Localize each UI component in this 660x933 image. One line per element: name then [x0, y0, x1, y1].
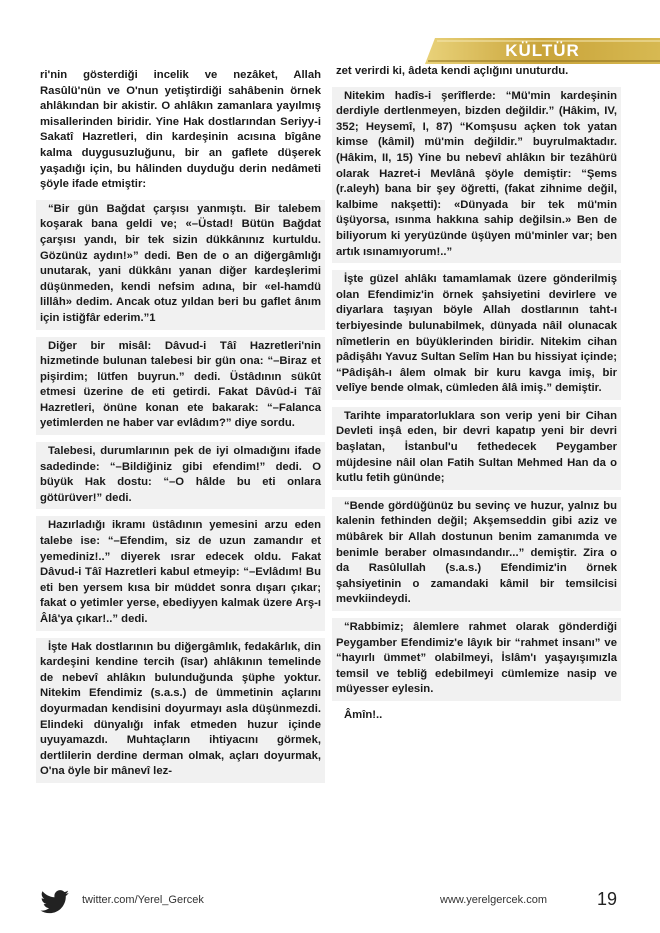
page-number: 19	[597, 889, 618, 909]
paragraph: ri'nin gösterdiği incelik ve nezâket, Allah Rasûlü'nün ve O'nun yetiştirdiği sahâbenin örnek ahlâkından bir akistir. O ahlâkın zamanlara yayılmış misallerinden biridir. Yine Hak dostlarından Seriyy-i Sakatî Hazretleri, din kardeşinin acısına bîgâne kalma duygusuzluğunu, bir an gaflete düşerek yaşadığı için, bu hâlinden duyduğu derin nedâmeti şöyle ifade etmiştir:	[40, 69, 321, 191]
section-tag	[425, 36, 660, 66]
paragraph: Diğer bir misâl: Dâvud-i Tâî Hazretleri'nin hizmetinde bulunan talebesi bir gün ona: “–Biraz et pişirdim; lütfen buyrun.” dedi. Üstâdının sükût etmesi üzerine de eti getirdi. Fakat Dâvûd-i Tâî Hazretleri, önüne konan ete bakarak: “–Falanca yetimlerden ne haber var evlâdım?” diye sordu.	[36, 337, 325, 436]
paragraph: Hazırladığı ikramı üstâdının yemesini arzu eden talebe ise: “–Efendim, siz de uzun zamandır et yemediniz!..” diyerek ısrar edecek oldu. Fakat Dâvud-i Tâî Hazretleri kabul etmeyip: “–Evlâdım! Bu eti ben yersem kısa bir müddet sonra dışarı çıkar; fakat o yetimler yerse, ebediyyen kalmak üzere Arş-ı Âlâ'ya çıkar!..” dedi.	[36, 516, 325, 630]
paragraph: İşte güzel ahlâkı tamamlamak üzere gönderilmiş olan Efendimiz'in örnek şahsiyetini devirlere ve diyarlara taşıyan böyle Allah dostlarının taht-ı terbiyesinde bulunabilmek, dünyada nâil olunacak nîmetlerin en büyüklerinden biridir. Nitekim cihan pâdişâhı Yavuz Sultan Selîm Han bu hissiyat içinde; “Pâdişâh-ı âlem olmak bir kuru kavga imiş, bir velîye bende olmak, cümleden âlâ imiş.” demiştir.	[332, 270, 621, 400]
footer	[0, 880, 660, 920]
paragraph: Talebesi, durumlarının pek de iyi olmadığını ifade sadedinde: “–Bildiğiniz gibi efendim!” dedi. O büyük Hak dostu: “–O hâlde bu eti onlara götürüver!” dedi.	[36, 442, 325, 509]
paragraph: İşte Hak dostlarının bu diğergâmlık, fedakârlık, din kardeşini kendine tercih (îsar) ahlâkının temelinde de nebevî ahlâkın bulunduğunda şüphe yoktur. Nitekim Efendimiz (s.a.s.) de ümmetinin açlarını doyurmadan kendisini doyurmayı asla düşünmezdi. Elindeki dünyalığı infak etmeden huzur içinde uyuyamazdı. Muhtaçların ihtiyacını görmek, dertlilerin derdine derman olmak, açları doyurmak, O'na öyle bir mânevî lez-	[36, 638, 325, 783]
quote-paragraph: “Bir gün Bağdat çarşısı yanmıştı. Bir talebem koşarak bana geldi ve; «–Üstad! Bütün Bağdat çarşısı yandı, bir tek sizin dükkânınız kurtuldu. Gözünüz aydın!»” dedi. Ben de o an diğergâmlığı unutarak, yani dükkânı yanan diğer kardeşlerimi düşünmeden, kendi nefsim adına, bir «el-hamdü lillâh» dedim. Ancak otuz yıldan beri bu gaflet ânım için istiğfâr ederim.”1	[36, 200, 325, 330]
website-link[interactable]: www.yerelgercek.com	[440, 894, 547, 906]
right-column	[336, 64, 617, 731]
section-tag-label: KÜLTÜR	[505, 41, 580, 60]
left-column	[40, 68, 321, 790]
quote-paragraph: “Bende gördüğünüz bu sevinç ve huzur, yalnız bu kalenin fethinden değil; Akşemseddin gibi aziz ve mübârek bir Allah dostunun benim zamanımda ve benimle beraber olmasındandır...” demiştir. Zira o da Rasûlullah (s.a.s.) Efendimiz'in örnek şahsiyetinin o zamandaki kâmil bir temsilcisi mevkiindeydi.	[332, 497, 621, 611]
paragraph: zet verirdi ki, âdeta kendi açlığını unuturdu.	[336, 65, 569, 77]
amen-line: Âmîn!..	[344, 708, 383, 721]
paragraph: Nitekim hadîs-i şerîflerde: “Mü'min kardeşinin derdiyle dertlenmeyen, bizden değildir.” (Hâkim, IV, 352; Heysemî, I, 87) “Komşusu açken tok yatan kimse (kâmil) mü'min değildir.” buyrulmaktadır. (Hâkim, II, 15) Yine bu nebevî ahlâkın bir tezâhürü olarak Hazret-i Mevlânâ şöyle demiştir: “Şems (r.aleyh) bana bir şey öğretti, (fakat zihnime değil, kalbime nakşetti): «Dünyada bir tek mü'min üşüyorsa, ısınma hakkına sahip değilsin.» Ben de biliyorum ki yeryüzünde üşüyen mü'minler var; ben artık ısınamıyorum!..”	[332, 87, 621, 264]
prayer-paragraph: “Rabbimiz; âlemlere rahmet olarak gönderdiği Peygamber Efendimiz'e lâyık bir “rahmet insanı” ve “hayırlı ümmet” olabilmeyi, İslâm'ı yaşayışımızla temsil ve tebliğ edebilmeyi cümlemize nasip ve müyesser eylesin.	[332, 618, 621, 701]
paragraph: Tarihte imparatorluklara son verip yeni bir Cihan Devleti inşâ eden, bir devri kapatıp yeni bir devri başlatan, İstanbul'u fethedecek Peygamber müjdesine nâil olan Fatih Sultan Mehmed Han da o kutlu fetih gününde;	[332, 407, 621, 490]
twitter-icon	[40, 890, 70, 914]
twitter-handle[interactable]: twitter.com/Yerel_Gercek	[82, 894, 204, 906]
